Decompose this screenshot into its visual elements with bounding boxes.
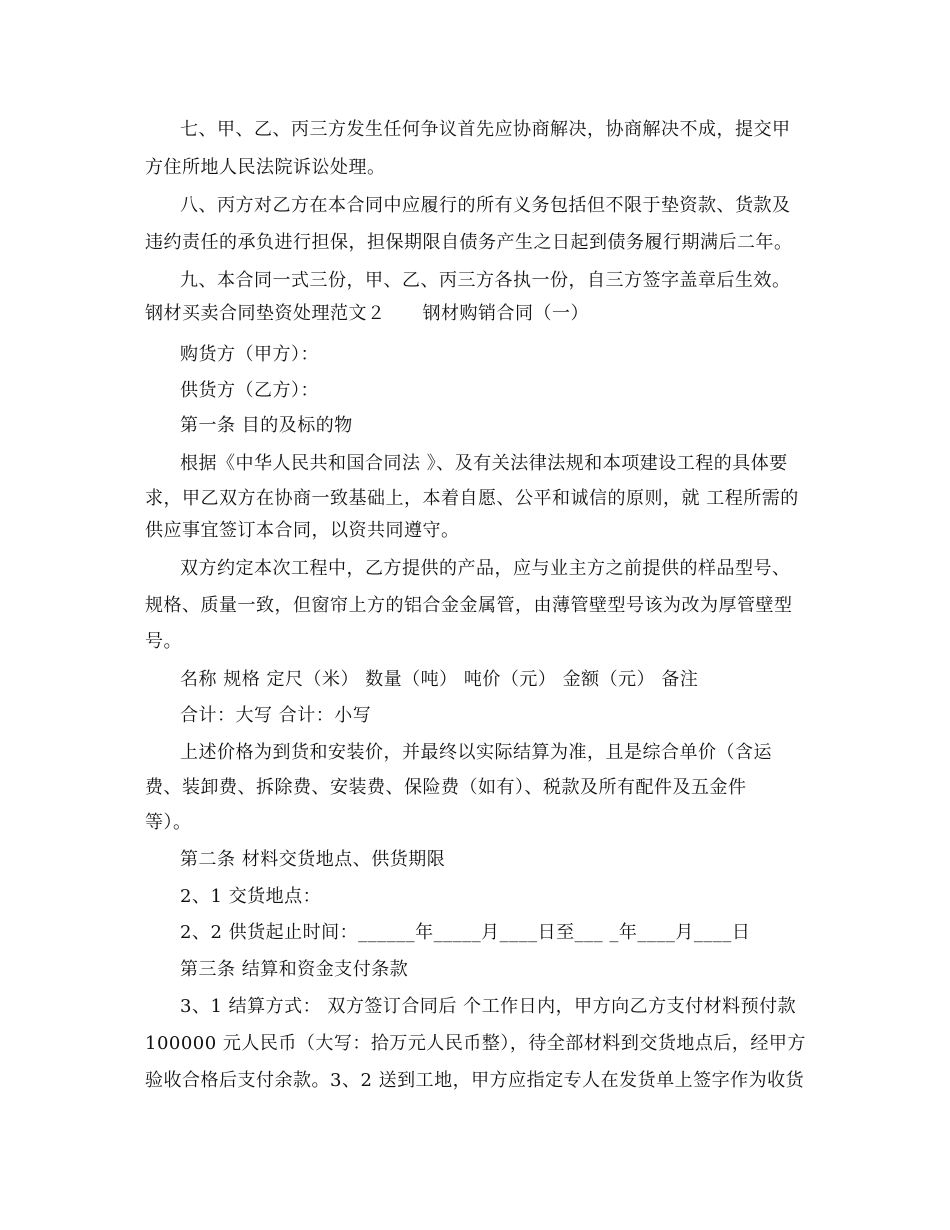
supplier-party: 供货方（乙方）：: [180, 380, 319, 401]
settlement-line-3: 验收合格后支付余款。3、2 送到工地，甲方应指定专人在发货单上签字作为收货: [145, 1070, 805, 1091]
clause-7-line-1: 七、甲、乙、丙三方发生任何争议首先应协商解决，协商解决不成，提交甲: [180, 119, 791, 140]
settlement-line-2: 100000 元人民币（大写：拾万元人民币整），待全部材料到交货地点后，经甲方: [145, 1033, 806, 1054]
clause-8-line-2: 违约责任的承负进行担保，担保期限自债务产生之日起到债务履行期满后二年。: [145, 232, 793, 253]
article-1-para-1-line-2: 求，甲乙双方在协商一致基础上，本着自愿、公平和诚信的原则，就 工程所需的: [145, 488, 799, 509]
article-1-para-1-line-3: 供应事宜签订本合同，以资共同遵守。: [145, 520, 460, 541]
table-header-row: 名称 规格 定尺（米） 数量（吨） 吨价（元） 金额（元） 备注: [180, 669, 699, 690]
settlement-line-1: 3、1 结算方式： 双方签订合同后 个工作日内，甲方向乙方支付材料预付款: [180, 996, 797, 1017]
article-1-para-2-line-2: 规格、质量一致，但窗帘上方的铝合金金属管，由薄管壁型号该为改为厚管壁型: [145, 595, 793, 616]
price-note-line-1: 上述价格为到货和安装价，并最终以实际结算为准，且是综合单价（含运: [180, 742, 772, 763]
buyer-party: 购货方（甲方）：: [180, 344, 319, 365]
table-total-row: 合计：大写 合计：小写: [180, 705, 372, 726]
article-1-heading: 第一条 目的及标的物: [180, 415, 353, 436]
article-2-heading: 第二条 材料交货地点、供货期限: [180, 849, 446, 870]
price-note-line-2: 费、装卸费、拆除费、安装费、保险费（如有）、税款及所有配件及五金件: [145, 777, 747, 798]
section-heading: 钢材买卖合同垫资处理范文２ 钢材购销合同（一）: [145, 303, 589, 324]
article-1-para-2-line-3: 号。: [145, 631, 182, 652]
article-1-para-1-line-1: 根据《中华人民共和国合同法 》、及有关法律法规和本项建设工程的具体要: [180, 453, 788, 474]
article-3-heading: 第三条 结算和资金支付条款: [180, 959, 409, 980]
clause-8-line-1: 八、丙方对乙方在本合同中应履行的所有义务包括但不限于垫资款、货款及: [180, 195, 791, 216]
price-note-line-3: 等）。: [145, 812, 192, 833]
delivery-location: 2、1 交货地点：: [180, 886, 322, 907]
clause-7-line-2: 方住所地人民法院诉讼处理。: [145, 157, 386, 178]
delivery-period: 2、2 供货起止时间：______年_____月____日至___ _年____月____日: [180, 922, 751, 943]
clause-9-line: 九、本合同一式三份，甲、乙、丙三方各执一份，自三方签字盖章后生效。: [180, 270, 791, 291]
article-1-para-2-line-1: 双方约定本次工程中，乙方提供的产品，应与业主方之前提供的样品型号、: [180, 558, 791, 579]
